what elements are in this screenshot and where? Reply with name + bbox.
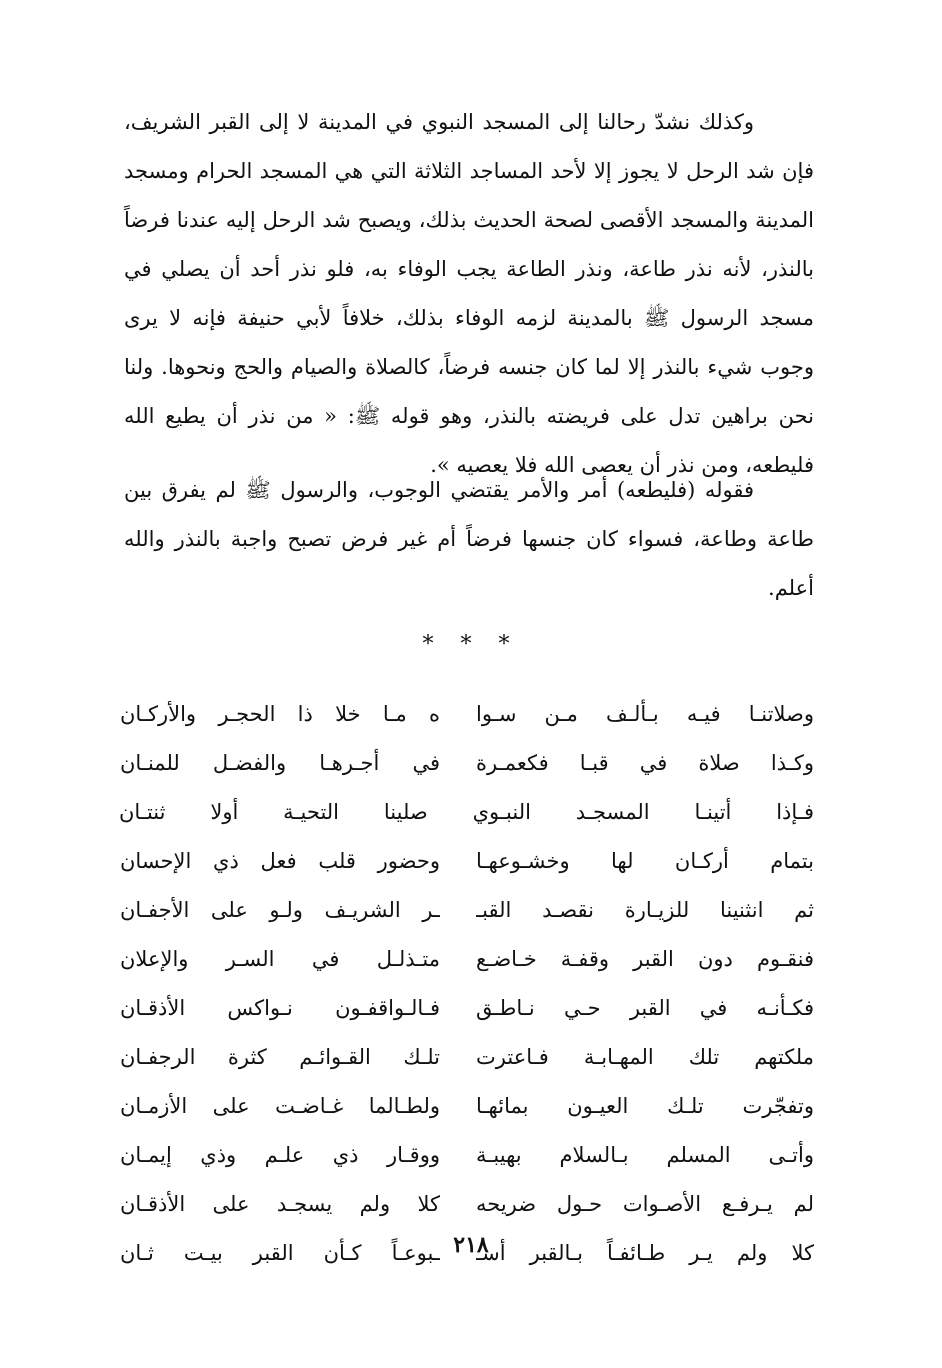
- verse-second-hemistich: فـالـواقفـون نـواكس الأذقـان: [120, 996, 440, 1020]
- verse-first-hemistich: فنقـوم دون القبر وقفـة خـاضـع: [476, 947, 814, 971]
- poem-verse: [119, 739, 814, 788]
- paragraph-1-text: وكذلك نشدّ رحالنا إلى المسجد النبوي في المدينة لا إلى القبر الشريف، فإن شد الرحل لا يجوز إلا لأحد المساجد الثلاثة التي هي المسجد الحرام ومسجد المدينة والمسجد الأقصى لصحة الحديث بذلك، ويصبح شد الرحل إليه عندنا فرضاً بالنذر، لأنه نذر طاعة، ونذر الطاعة يجب الوفاء به، فلو نذر أحد أن يصلي في مسجد الرسول ﷺ بالمدينة لزمه الوفاء بذلك، خلافاً لأبي حنيفة فإنه لا يرى وجوب شيء بالنذر إلا لما كان جنسه فرضاً، كالصلاة والصيام والحج ونحوها. ولنا نحن براهين تدل على فريضته بالنذر، وهو قوله ﷺ: « من نذر أن يطيع الله فليطعه، ومن نذر أن يعصى الله فلا يعصيه ».: [124, 110, 814, 477]
- verse-first-hemistich: وكـذا صلاة في قبـا فكعمـرة: [476, 751, 814, 775]
- poem-verse: [119, 788, 814, 837]
- poem-verse: [119, 886, 814, 935]
- page-number: ٢١٨: [453, 1232, 489, 1258]
- poem-verse: [119, 837, 814, 886]
- verse-second-hemistich: في أجـرهـا والفضـل للمنـان: [120, 751, 440, 775]
- verse-second-hemistich: تلـك القـوائـم كثرة الرجفـان: [120, 1045, 440, 1069]
- verse-first-hemistich: بتمام أركـان لها وخشـوعهـا: [476, 849, 814, 873]
- poem: [119, 690, 814, 1278]
- verse-second-hemistich: ه مـا خلا ذا الحجـر والأركـان: [120, 702, 440, 726]
- paragraph-1: [124, 98, 814, 490]
- verse-second-hemistich: وحضور قلب فعل ذي الإحسان: [120, 849, 440, 873]
- poem-verse: [119, 1033, 814, 1082]
- verse-first-hemistich: وأتـى المسلم بـالسلام بهيبـة: [476, 1143, 814, 1167]
- verse-second-hemistich: ـر الشريـف ولـو على الأجفـان: [120, 898, 440, 922]
- verse-first-hemistich: ملكتهم تلك المهـابـة فـاعترت: [476, 1045, 814, 1069]
- verse-full-line: فـإذا أتينـا المسجـد النبـوي صلينا التحيـة أولا ثنتـان: [119, 800, 814, 824]
- section-separator: * * *: [422, 632, 520, 657]
- verse-second-hemistich: كلا ولم يسجـد على الأذقـان: [120, 1192, 440, 1216]
- paragraph-2: [124, 466, 814, 613]
- verse-first-hemistich: وتفجّرت تلـك العيـون بمائهـا: [476, 1094, 814, 1118]
- verse-first-hemistich: فكـأنـه في القبر حـي نـاطـق: [476, 996, 814, 1020]
- paragraph-2-text: فقوله (فليطعه) أمر والأمر يقتضي الوجوب، والرسول ﷺ لم يفرق بين طاعة وطاعة، فسواء كان جنسها فرضاً أم غير فرض تصبح واجبة بالنذر والله أعلم.: [124, 478, 814, 600]
- verse-second-hemistich: ولطـالما غـاضـت على الأزمـان: [120, 1094, 440, 1118]
- verse-first-hemistich: ثم انثنينا للزيـارة نقصـد القبـ: [476, 898, 814, 922]
- poem-verse: [119, 1131, 814, 1180]
- verse-first-hemistich: لم يـرفـع الأصـوات حـول ضريحه: [476, 1192, 814, 1216]
- verse-first-hemistich: وصلاتنـا فيـه بـألـف مـن سـوا: [476, 702, 814, 726]
- poem-verse: [119, 1082, 814, 1131]
- verse-second-hemistich: ـبوعـاً كـأن القبر بيـت ثـان: [120, 1241, 440, 1265]
- poem-verse: [119, 1180, 814, 1229]
- poem-verse: [119, 690, 814, 739]
- poem-verse: [119, 984, 814, 1033]
- verse-second-hemistich: ووقـار ذي علـم وذي إيمـان: [120, 1143, 440, 1167]
- verse-second-hemistich: متـذلـل في السـر والإعلان: [120, 947, 440, 971]
- verse-first-hemistich: كلا ولم يـر طـائفـاً بـالقبر أسـ: [476, 1241, 814, 1265]
- poem-verse: [119, 935, 814, 984]
